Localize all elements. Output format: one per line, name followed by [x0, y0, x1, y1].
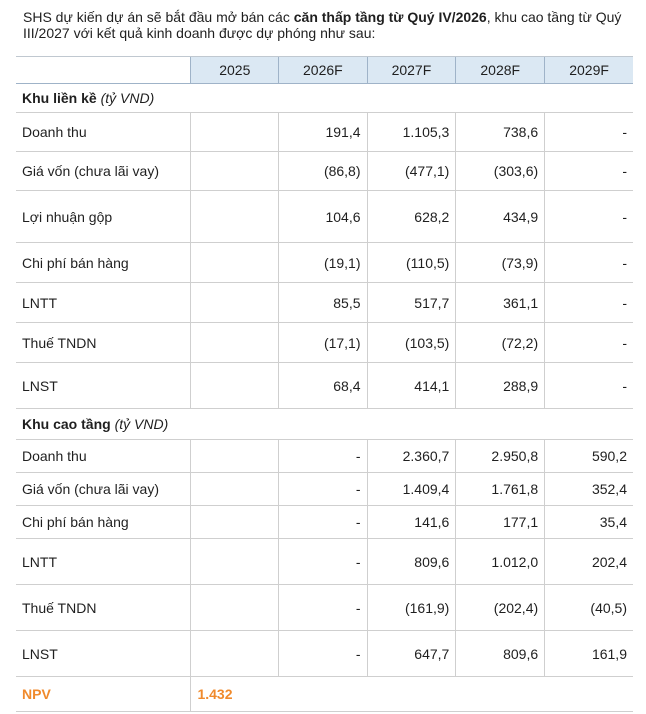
- intro-text-2: , khu cao tầng từ Quý III/2027 với kết quả kinh doanh được dự phóng như sau:: [23, 9, 622, 41]
- table-cell: -: [545, 152, 633, 191]
- table-row: [16, 539, 633, 585]
- section-header-row: [16, 84, 633, 113]
- row-label: Lợi nhuận gộp: [16, 191, 191, 243]
- table-cell: (103,5): [367, 323, 456, 363]
- table-cell: 809,6: [456, 631, 545, 677]
- section-title-text: Khu liền kề: [22, 90, 97, 106]
- table-cell: -: [545, 363, 633, 409]
- table-cell: 288,9: [456, 363, 545, 409]
- table-cell: 2.360,7: [367, 440, 456, 473]
- table-cell: 590,2: [545, 440, 633, 473]
- table-cell: 104,6: [279, 191, 367, 243]
- table-cell: (303,6): [456, 152, 545, 191]
- table-cell: [191, 539, 279, 585]
- table-cell: 2.950,8: [456, 440, 545, 473]
- table-cell: [191, 440, 279, 473]
- table-cell: 361,1: [456, 283, 545, 323]
- section-title: [16, 84, 633, 113]
- table-cell: [191, 323, 279, 363]
- table-cell: [191, 631, 279, 677]
- header-cell: 2027F: [367, 57, 456, 84]
- table-cell: 738,6: [456, 113, 545, 152]
- row-label: LNST: [16, 363, 191, 409]
- table-cell: 177,1: [456, 506, 545, 539]
- intro-paragraph: [23, 9, 635, 41]
- table-row: [16, 283, 633, 323]
- table-cell: 1.012,0: [456, 539, 545, 585]
- npv-value: 1.432: [191, 677, 633, 712]
- table-cell: (72,2): [456, 323, 545, 363]
- table-cell: 85,5: [279, 283, 367, 323]
- table-cell: [191, 243, 279, 283]
- table-cell: (110,5): [367, 243, 456, 283]
- table-cell: 352,4: [545, 473, 633, 506]
- intro-text-1: SHS dự kiến dự án sẽ bắt đầu mở bán các: [23, 9, 294, 25]
- table-cell: (17,1): [279, 323, 367, 363]
- table-row: [16, 191, 633, 243]
- table-cell: [191, 506, 279, 539]
- row-label: Thuế TNDN: [16, 585, 191, 631]
- table-row: [16, 631, 633, 677]
- table-cell: 1.105,3: [367, 113, 456, 152]
- table-row: [16, 440, 633, 473]
- table-row: [16, 585, 633, 631]
- table-cell: (202,4): [456, 585, 545, 631]
- npv-label: NPV: [16, 677, 191, 712]
- table-cell: (477,1): [367, 152, 456, 191]
- table-cell: (161,9): [367, 585, 456, 631]
- row-label: Giá vốn (chưa lãi vay): [16, 152, 191, 191]
- header-cell: 2028F: [456, 57, 545, 84]
- row-label: LNTT: [16, 283, 191, 323]
- table-cell: 1.761,8: [456, 473, 545, 506]
- table-cell: 68,4: [279, 363, 367, 409]
- table-row: [16, 113, 633, 152]
- table-cell: -: [279, 473, 367, 506]
- table-cell: [191, 283, 279, 323]
- section-title: [16, 409, 633, 440]
- header-cell: 2025: [191, 57, 279, 84]
- table-cell: -: [545, 243, 633, 283]
- table-cell: -: [279, 440, 367, 473]
- table-cell: -: [279, 631, 367, 677]
- section-unit: (tỷ VND): [114, 416, 169, 432]
- table-cell: 628,2: [367, 191, 456, 243]
- table-cell: (19,1): [279, 243, 367, 283]
- row-label: Chi phí bán hàng: [16, 243, 191, 283]
- row-label: Doanh thu: [16, 113, 191, 152]
- table-cell: 141,6: [367, 506, 456, 539]
- header-cell: [16, 57, 191, 84]
- table-cell: [191, 191, 279, 243]
- table-cell: -: [279, 506, 367, 539]
- table-cell: 517,7: [367, 283, 456, 323]
- table-row: [16, 323, 633, 363]
- table-cell: (40,5): [545, 585, 633, 631]
- section-unit: (tỷ VND): [100, 90, 155, 106]
- row-label: Giá vốn (chưa lãi vay): [16, 473, 191, 506]
- table-cell: 202,4: [545, 539, 633, 585]
- table-cell: 434,9: [456, 191, 545, 243]
- row-label: LNTT: [16, 539, 191, 585]
- table-cell: [191, 152, 279, 191]
- header-row: [16, 57, 633, 84]
- row-label: Thuế TNDN: [16, 323, 191, 363]
- table-cell: 1.409,4: [367, 473, 456, 506]
- section-header-row: [16, 409, 633, 440]
- row-label: Chi phí bán hàng: [16, 506, 191, 539]
- table-cell: 647,7: [367, 631, 456, 677]
- table-row: [16, 152, 633, 191]
- intro-text-bold: căn thấp tầng từ Quý IV/2026: [293, 9, 487, 25]
- row-label: LNST: [16, 631, 191, 677]
- table-cell: [191, 113, 279, 152]
- table-cell: 809,6: [367, 539, 456, 585]
- table-cell: (86,8): [279, 152, 367, 191]
- table-cell: -: [545, 323, 633, 363]
- table-cell: -: [279, 585, 367, 631]
- section-title-text: Khu cao tầng: [22, 416, 111, 432]
- table-cell: [191, 473, 279, 506]
- npv-row: [16, 677, 633, 712]
- table-cell: [191, 585, 279, 631]
- table-row: [16, 473, 633, 506]
- table-cell: 414,1: [367, 363, 456, 409]
- table-cell: -: [545, 283, 633, 323]
- table-cell: -: [545, 113, 633, 152]
- table-row: [16, 363, 633, 409]
- header-cell: 2029F: [545, 57, 633, 84]
- table-row: [16, 243, 633, 283]
- row-label: Doanh thu: [16, 440, 191, 473]
- table-row: [16, 506, 633, 539]
- table-cell: (73,9): [456, 243, 545, 283]
- table-cell: [191, 363, 279, 409]
- table-cell: 35,4: [545, 506, 633, 539]
- table-cell: -: [279, 539, 367, 585]
- table-cell: -: [545, 191, 633, 243]
- table-cell: 161,9: [545, 631, 633, 677]
- table-cell: 191,4: [279, 113, 367, 152]
- forecast-table: [16, 56, 633, 712]
- header-cell: 2026F: [279, 57, 367, 84]
